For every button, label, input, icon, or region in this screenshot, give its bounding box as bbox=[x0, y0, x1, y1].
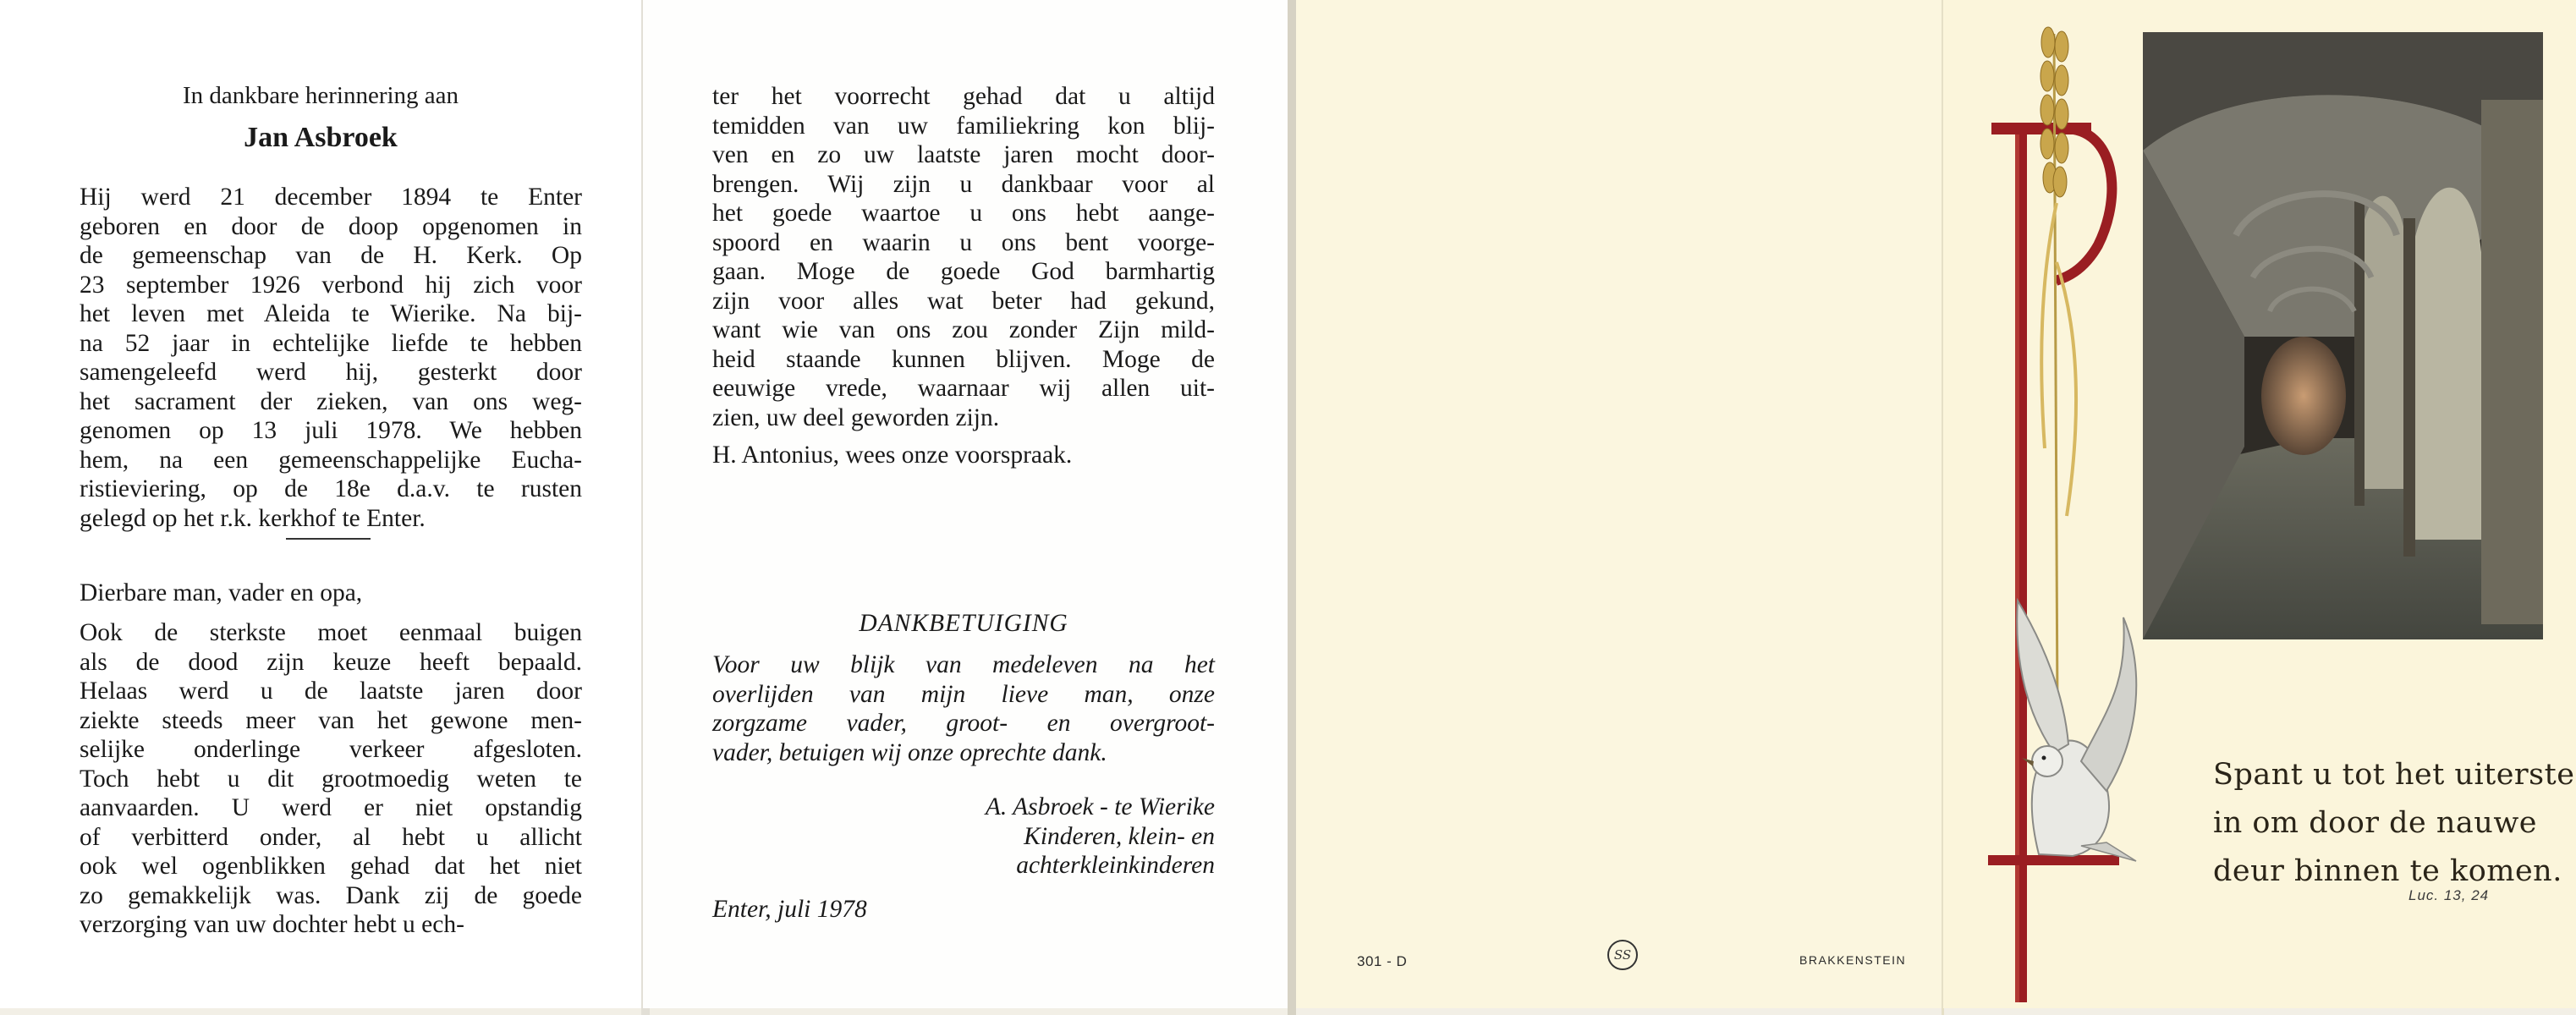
signature-line: achterkleinkinderen bbox=[1016, 852, 1215, 879]
verse-line-1: Spant u tot het uiterste bbox=[2213, 758, 2575, 792]
bio-line: hem, na een gemeenschappelijke Eucha- bbox=[80, 446, 582, 474]
back-cover bbox=[1296, 0, 1942, 1008]
letter-line: aanvaarden. U werd er niet opstandig bbox=[80, 794, 582, 821]
biography-text bbox=[80, 183, 582, 533]
bio-line: genomen op 13 juli 1978. We hebben bbox=[80, 417, 582, 444]
place-date: Enter, juli 1978 bbox=[712, 896, 867, 923]
divider bbox=[286, 538, 371, 540]
deceased-name: Jan Asbroek bbox=[244, 122, 398, 153]
thanks-line: Voor uw blijk van medeleven na het bbox=[712, 651, 1215, 678]
verse-line-2: in om door de nauwe bbox=[2213, 806, 2538, 840]
letter-line: eeuwige vrede, waarnaar wij allen uit- bbox=[712, 375, 1215, 402]
bio-line: het leven met Aleida te Wierike. Na bij- bbox=[80, 300, 582, 327]
thanks-line: overlijden van mijn lieve man, onze bbox=[712, 680, 1215, 708]
letter-line: ven en zo uw laatste jaren mocht door- bbox=[712, 141, 1215, 168]
bio-line: geboren en door de doop opgenomen in bbox=[80, 212, 582, 240]
thanks-text bbox=[712, 650, 1215, 767]
dove-icon bbox=[1980, 592, 2149, 863]
signature-line: Kinderen, klein- en bbox=[1024, 822, 1215, 850]
fold-line-center bbox=[1288, 0, 1296, 1015]
letter-line: verzorging van uw dochter hebt u ech- bbox=[80, 911, 464, 938]
letter-line: selijke onderlinge verkeer afgesloten. bbox=[80, 736, 582, 763]
bio-line: het sacrament der zieken, van ons weg- bbox=[80, 387, 582, 415]
inner-left-page bbox=[0, 0, 641, 1008]
bio-line: samengeleefd werd hij, gesterkt door bbox=[80, 359, 582, 386]
letter-line: brengen. Wij zijn u dankbaar voor al bbox=[712, 170, 1215, 198]
bio-line: Hij werd 21 december 1894 te Enter bbox=[80, 184, 582, 211]
letter-line: heid staande kunnen blijven. Moge de bbox=[712, 345, 1215, 373]
product-code: 301 - D bbox=[1357, 953, 1408, 969]
letter-line: zo gemakkelijk was. Dank zij de goede bbox=[80, 881, 582, 909]
memorial-heading: In dankbare herinnering aan bbox=[182, 82, 459, 109]
letter-line: Toch hebt u dit grootmoedig weten te bbox=[80, 765, 582, 793]
letter-line: als de dood zijn keuze heeft bepaald. bbox=[80, 648, 582, 676]
verse-reference: Luc. 13, 24 bbox=[2408, 887, 2490, 903]
signature-line: A. Asbroek - te Wierike bbox=[985, 793, 1215, 820]
letter-line: Helaas werd u de laatste jaren door bbox=[80, 678, 582, 705]
thanks-line: zorgzame vader, groot- en overgroot- bbox=[712, 710, 1215, 737]
letter-line: of verbitterd onder, al hebt u allicht bbox=[80, 823, 582, 851]
letter-line: temidden van uw familiekring kon blij- bbox=[712, 112, 1215, 140]
thanks-title: DANKBETUIGING bbox=[859, 610, 1068, 637]
publisher-name: BRAKKENSTEIN bbox=[1799, 953, 1907, 967]
letter-line: want wie van ons zou zonder Zijn mild- bbox=[712, 316, 1215, 343]
bio-line: na 52 jaar in echtelijke liefde te hebben bbox=[80, 329, 582, 357]
letter-line: het goede waartoe u ons hebt aange- bbox=[712, 200, 1215, 227]
bio-line: ristieviering, op de 18e d.a.v. te rusten bbox=[80, 475, 582, 502]
letter-line: ter het voorrecht gehad dat u altijd bbox=[712, 83, 1215, 110]
letter-line: ook wel ogenblikken gehad dat het niet bbox=[80, 853, 582, 880]
bible-verse bbox=[2213, 751, 2574, 896]
salutation: Dierbare man, vader en opa, bbox=[80, 579, 363, 606]
letter-line: gaan. Moge de goede God barmhartig bbox=[712, 258, 1215, 285]
bio-line: 23 september 1926 verbond hij zich voor bbox=[80, 271, 582, 299]
signature-block bbox=[712, 793, 1215, 881]
letter-line: spoord en waarin u ons bent voorge- bbox=[712, 228, 1215, 256]
prayer-line: H. Antonius, wees onze voorspraak. bbox=[712, 442, 1073, 469]
thanks-line: vader, betuigen wij onze oprechte dank. bbox=[712, 738, 1107, 766]
verse-line-3: deur binnen te komen. bbox=[2213, 854, 2562, 888]
letter-continued-text bbox=[712, 82, 1215, 432]
bio-line: de gemeenschap van de H. Kerk. Op bbox=[80, 242, 582, 269]
letter-line: zijn voor alles wat beter had gekund, bbox=[712, 287, 1215, 315]
inner-right-page bbox=[643, 0, 1288, 1008]
letter-line: ziekte steeds meer van het gewone men- bbox=[80, 706, 582, 734]
cloister-photo bbox=[2143, 32, 2543, 639]
letter-line: zien, uw deel geworden zijn. bbox=[712, 403, 1000, 431]
letter-text bbox=[80, 618, 582, 940]
letter-line: Ook de sterkste moet eenmaal buigen bbox=[80, 619, 582, 646]
publisher-logo-icon: SS bbox=[1607, 940, 1638, 970]
bio-line: gelegd op het r.k. kerkhof te Enter. bbox=[80, 504, 426, 532]
